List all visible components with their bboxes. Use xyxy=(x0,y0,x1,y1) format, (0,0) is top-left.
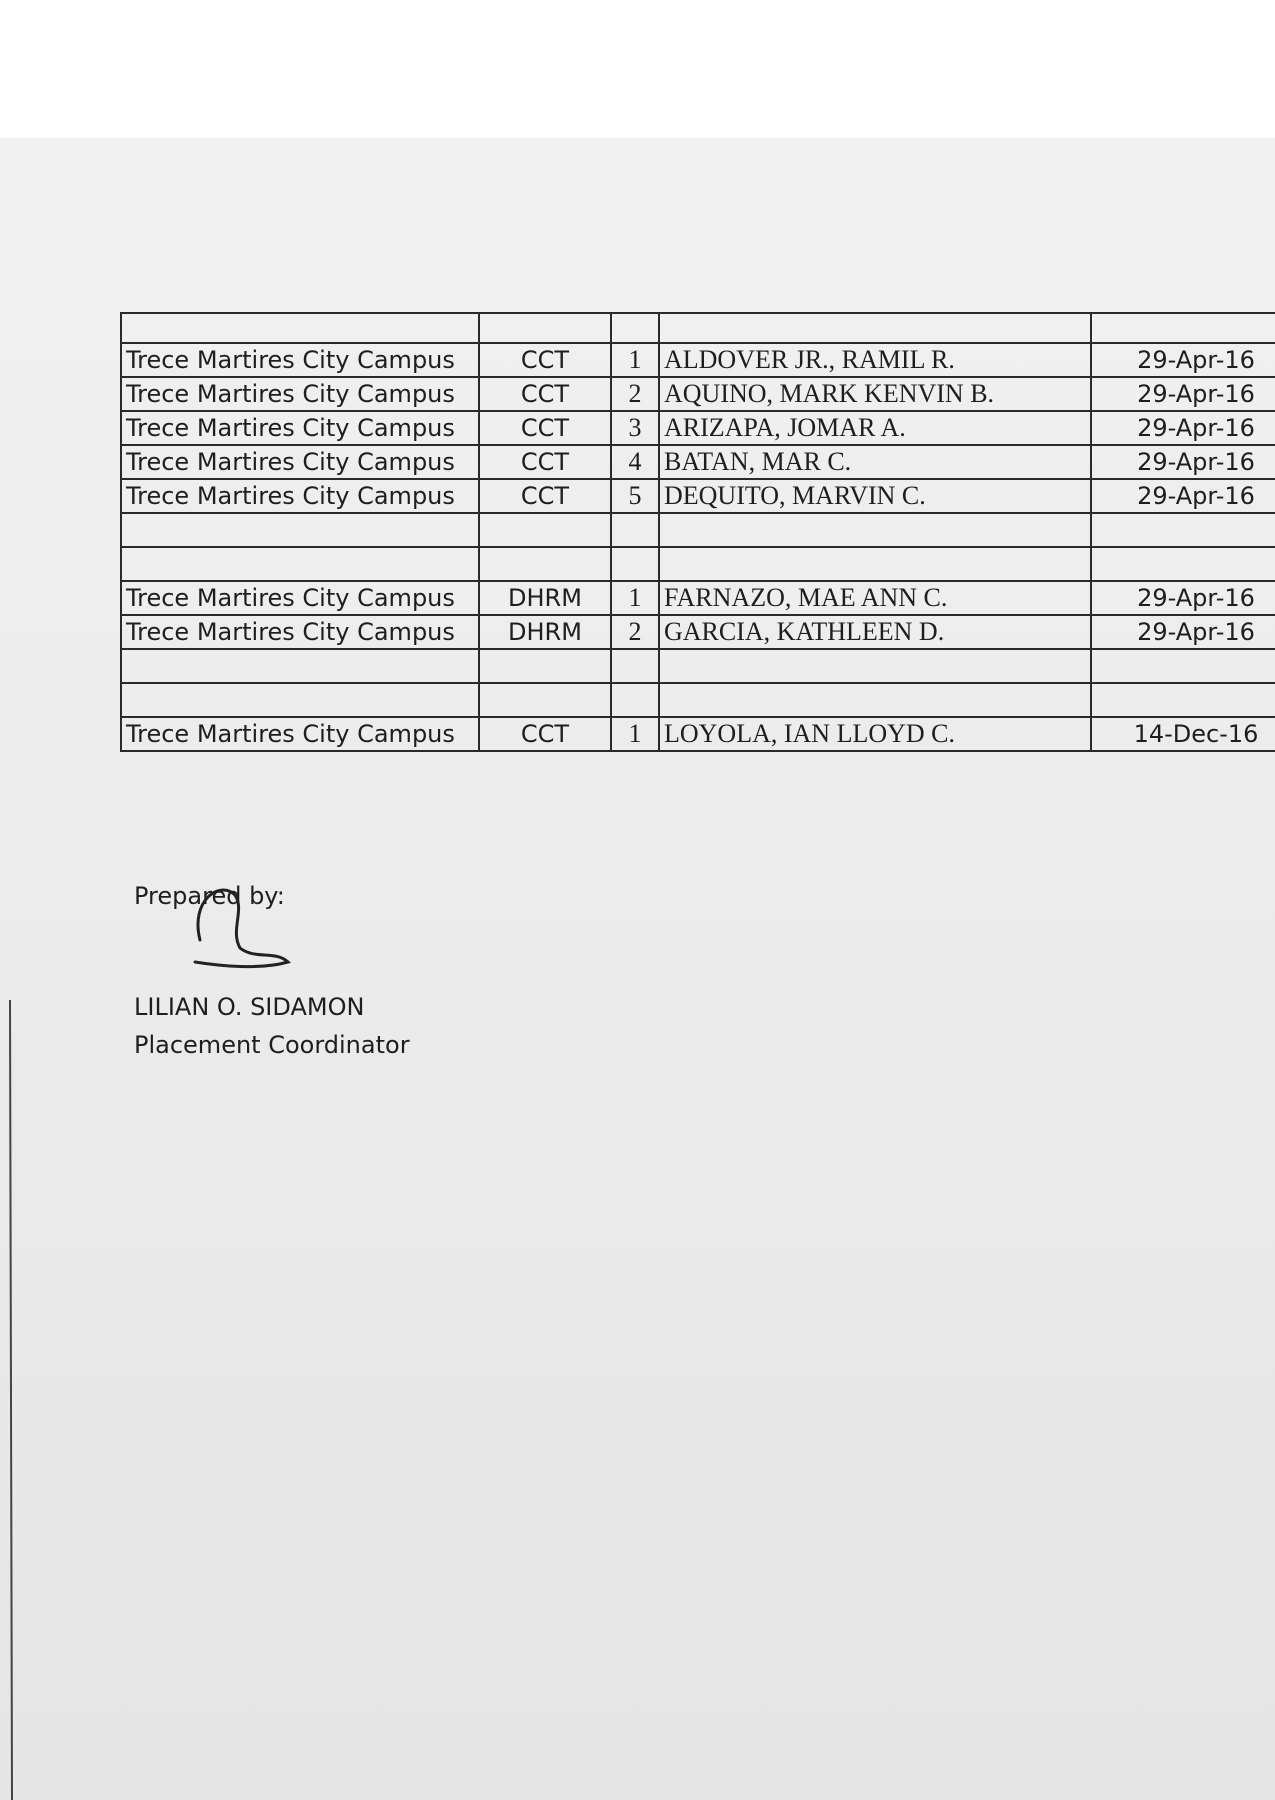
student-name-cell: GARCIA, KATHLEEN D. xyxy=(659,615,1091,649)
program-cell: CCT xyxy=(479,717,611,751)
student-name-cell xyxy=(659,547,1091,581)
program-cell: CCT xyxy=(479,411,611,445)
header-cell xyxy=(1091,313,1275,343)
table-row xyxy=(121,615,1275,649)
header-cell xyxy=(121,313,479,343)
student-name-cell: DEQUITO, MARVIN C. xyxy=(659,479,1091,513)
campus-cell: Trece Martires City Campus xyxy=(121,411,479,445)
table-row xyxy=(121,411,1275,445)
row-number-cell xyxy=(611,683,659,717)
program-cell: CCT xyxy=(479,377,611,411)
program-cell xyxy=(479,649,611,683)
row-number-cell xyxy=(611,513,659,547)
row-number-cell: 1 xyxy=(611,343,659,377)
table-row xyxy=(121,717,1275,751)
program-cell xyxy=(479,547,611,581)
student-name-cell xyxy=(659,683,1091,717)
signer-name: LILIAN O. SIDAMON xyxy=(134,993,365,1021)
signer-block xyxy=(134,988,410,1064)
row-number-cell: 1 xyxy=(611,581,659,615)
signer-title: Placement Coordinator xyxy=(134,1031,410,1059)
row-number-cell xyxy=(611,547,659,581)
campus-cell: Trece Martires City Campus xyxy=(121,615,479,649)
table-row xyxy=(121,581,1275,615)
student-name-cell xyxy=(659,649,1091,683)
table-row xyxy=(121,649,1275,683)
campus-cell: Trece Martires City Campus xyxy=(121,581,479,615)
row-number-cell: 5 xyxy=(611,479,659,513)
date-cell: 29-Apr-16 xyxy=(1091,615,1275,649)
date-cell xyxy=(1091,683,1275,717)
table-row xyxy=(121,377,1275,411)
student-name-cell: BATAN, MAR C. xyxy=(659,445,1091,479)
date-cell: 29-Apr-16 xyxy=(1091,377,1275,411)
row-number-cell: 2 xyxy=(611,615,659,649)
table-row xyxy=(121,343,1275,377)
date-cell: 29-Apr-16 xyxy=(1091,343,1275,377)
date-cell xyxy=(1091,547,1275,581)
date-cell: 14-Dec-16 xyxy=(1091,717,1275,751)
date-cell xyxy=(1091,649,1275,683)
margin-line xyxy=(0,1000,30,1800)
header-row xyxy=(121,313,1275,343)
campus-cell xyxy=(121,513,479,547)
date-cell: 29-Apr-16 xyxy=(1091,411,1275,445)
program-cell: CCT xyxy=(479,479,611,513)
signature xyxy=(180,870,300,980)
program-cell xyxy=(479,513,611,547)
program-cell: DHRM xyxy=(479,615,611,649)
student-name-cell: ALDOVER JR., RAMIL R. xyxy=(659,343,1091,377)
table-row xyxy=(121,683,1275,717)
campus-cell: Trece Martires City Campus xyxy=(121,377,479,411)
campus-cell: Trece Martires City Campus xyxy=(121,445,479,479)
header-cell xyxy=(611,313,659,343)
student-name-cell: LOYOLA, IAN LLOYD C. xyxy=(659,717,1091,751)
program-cell xyxy=(479,683,611,717)
student-name-cell: AQUINO, MARK KENVIN B. xyxy=(659,377,1091,411)
campus-cell: Trece Martires City Campus xyxy=(121,717,479,751)
campus-cell xyxy=(121,683,479,717)
date-cell: 29-Apr-16 xyxy=(1091,581,1275,615)
table-row xyxy=(121,479,1275,513)
header-cell xyxy=(479,313,611,343)
campus-cell xyxy=(121,649,479,683)
student-name-cell: ARIZAPA, JOMAR A. xyxy=(659,411,1091,445)
program-cell: DHRM xyxy=(479,581,611,615)
header-cell xyxy=(659,313,1091,343)
row-number-cell: 2 xyxy=(611,377,659,411)
table-row xyxy=(121,547,1275,581)
row-number-cell xyxy=(611,649,659,683)
date-cell: 29-Apr-16 xyxy=(1091,445,1275,479)
row-number-cell: 4 xyxy=(611,445,659,479)
date-cell: 29-Apr-16 xyxy=(1091,479,1275,513)
student-name-cell xyxy=(659,513,1091,547)
roster-body xyxy=(121,313,1275,751)
program-cell: CCT xyxy=(479,445,611,479)
roster-table xyxy=(120,312,1275,752)
row-number-cell: 1 xyxy=(611,717,659,751)
student-name-cell: FARNAZO, MAE ANN C. xyxy=(659,581,1091,615)
table-row xyxy=(121,445,1275,479)
campus-cell xyxy=(121,547,479,581)
row-number-cell: 3 xyxy=(611,411,659,445)
roster-table-container xyxy=(120,312,1275,752)
table-row xyxy=(121,513,1275,547)
program-cell: CCT xyxy=(479,343,611,377)
campus-cell: Trece Martires City Campus xyxy=(121,343,479,377)
campus-cell: Trece Martires City Campus xyxy=(121,479,479,513)
prepared-by-label: Prepared by: xyxy=(134,882,285,910)
date-cell xyxy=(1091,513,1275,547)
